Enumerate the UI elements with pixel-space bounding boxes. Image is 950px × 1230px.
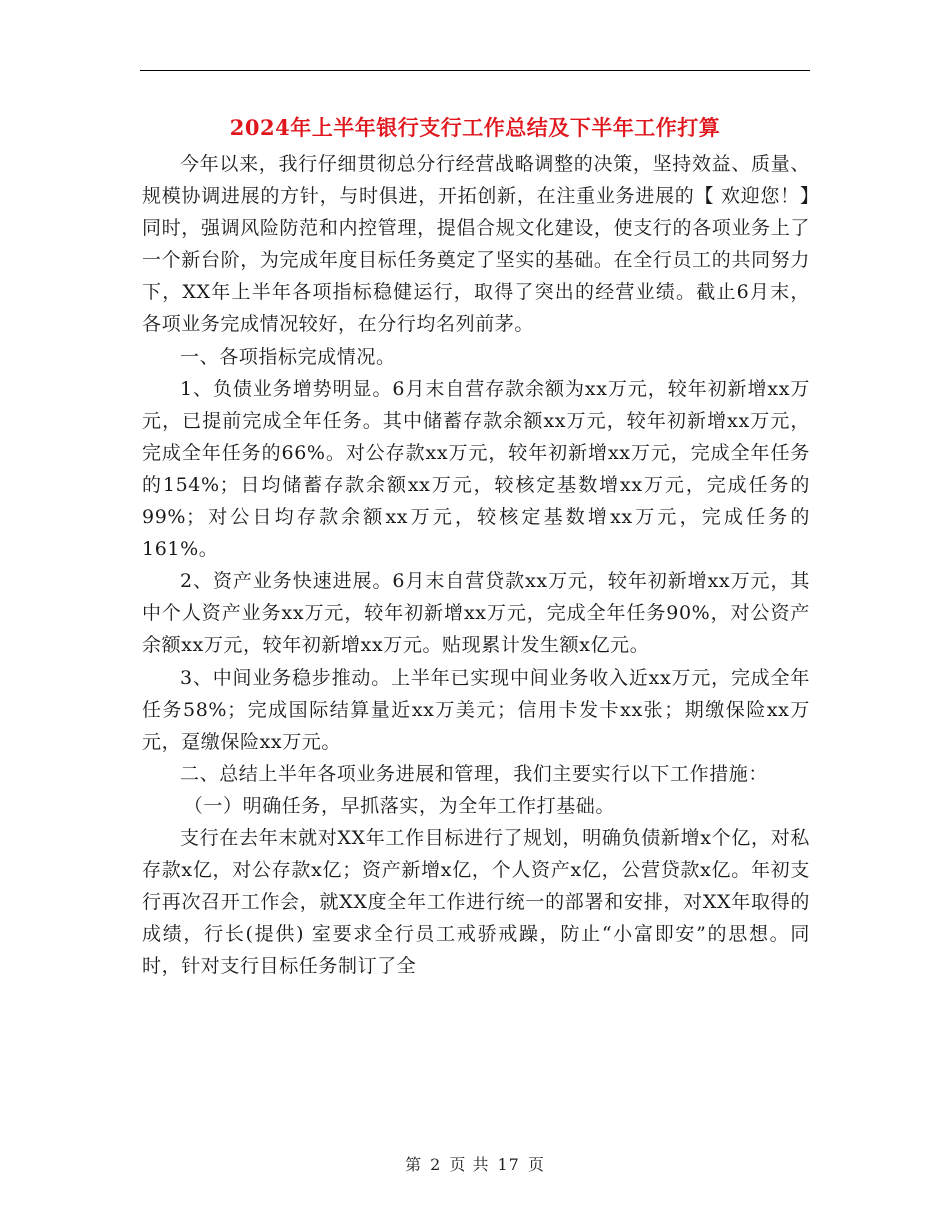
footer-page-number: 2: [430, 1155, 442, 1174]
footer-prefix: 第: [405, 1155, 423, 1174]
footer-mid: 页 共: [449, 1155, 490, 1174]
item-paragraph-liabilities: 1、负债业务增势明显。6月末自营存款余额为xx万元，较年初新增xx万元，已提前完成全年任务。其中储蓄存款余额xx万元，较年初新增xx万元，完成全年任务的66%。对公存款xx万元，较年初新增xx万元，完成全年任务的154%；日均储蓄存款余额xx万元，较核定基数增xx万元，完成任务的99%；对公日均存款余额xx万元，较核定基数增xx万元，完成任务的161%。: [142, 377, 810, 561]
section-heading-2: 二、总结上半年各项业务进展和管理，我们主要实行以下工作措施：: [180, 762, 769, 785]
measures-paragraph: 支行在去年末就对XX年工作目标进行了规划，明确负债新增x个亿，对私存款x亿，对公存款x亿；资产新增x亿，个人资产x亿，公营贷款x亿。年初支行再次召开工作会，就XX度全年工作进行统一的部署和安排，对XX年取得的成绩，行长(提供) 室要求全行员工戒骄戒躁，防止“小富即安”的思想。同时，针对支行目标任务制订了全: [142, 826, 810, 978]
item-paragraph-assets: 2、资产业务快速进展。6月末自营贷款xx万元，较年初新增xx万元，其中个人资产业务xx万元，较年初新增xx万元，完成全年任务90%，对公资产余额xx万元，较年初新增xx万元。贴现累计发生额x亿元。: [142, 570, 810, 657]
subsection-heading-1: （一）明确任务，早抓落实，为全年工作打基础。: [183, 794, 615, 817]
header-rule: [140, 70, 810, 71]
document-title: 2024年上半年银行支行工作总结及下半年工作打算: [229, 115, 721, 140]
footer-suffix: 页: [527, 1155, 545, 1174]
intro-paragraph: 今年以来，我行仔细贯彻总分行经营战略调整的决策，坚持效益、质量、规模协调进展的方针，与时俱进，开拓创新，在注重业务进展的【 欢迎您！】同时，强调风险防范和内控管理，提倡合规文化建设，使支行的各项业务上了一个新台阶，为完成年度目标任务奠定了坚实的基础。在全行员工的共同努力下，XX年上半年各项指标稳健运行，取得了突出的经营业绩。截止6月末，各项业务完成情况较好，在分行均名列前茅。: [142, 153, 810, 336]
item-paragraph-intermediate: 3、中间业务稳步推动。上半年已实现中间业务收入近xx万元，完成全年任务58%；完成国际结算量近xx万美元；信用卡发卡xx张；期缴保险xx万元，趸缴保险xx万元。: [142, 666, 810, 753]
page-footer: [0, 1152, 950, 1175]
section-heading-1: 一、各项指标完成情况。: [180, 345, 396, 368]
footer-total-pages: 17: [497, 1155, 520, 1174]
document-body: [142, 148, 810, 982]
